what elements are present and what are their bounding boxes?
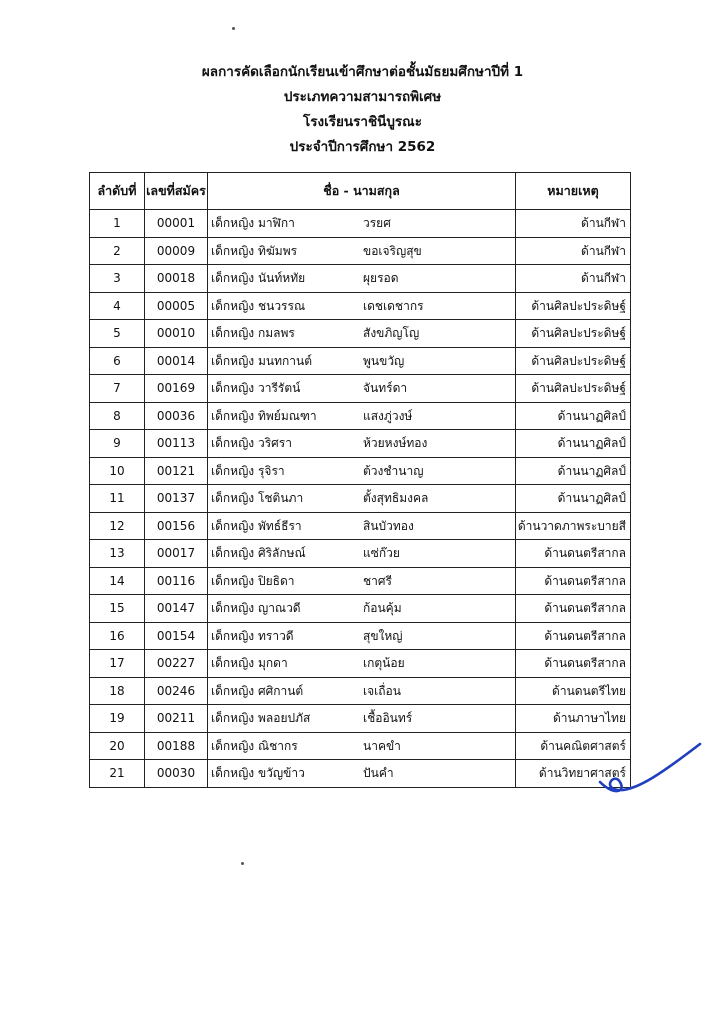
row-name-cell: [208, 320, 516, 348]
row-order: 7: [90, 375, 145, 403]
table-row: [90, 540, 631, 568]
row-application-no: 00156: [145, 512, 208, 540]
row-name-cell: [208, 375, 516, 403]
table-row: [90, 732, 631, 760]
row-application-no: 00154: [145, 622, 208, 650]
row-application-no: 00005: [145, 292, 208, 320]
student-surname: จันทร์ดา: [363, 381, 408, 395]
student-name: เด็กหญิง มนทกานต์: [211, 353, 312, 368]
student-surname: แซ่ก๊วย: [363, 546, 400, 560]
table-row: [90, 485, 631, 513]
student-name: เด็กหญิง ศิริลักษณ์: [211, 546, 306, 561]
document-category: ประเภทความสามารถพิเศษ: [283, 89, 442, 105]
row-note: ด้านวิทยาศาสตร์: [516, 760, 631, 788]
row-application-no: 00116: [145, 567, 208, 595]
table-header-row: [90, 173, 631, 210]
student-name: เด็กหญิง ปิยธิดา: [211, 573, 295, 588]
student-name: เด็กหญิง ทราวดี: [211, 628, 294, 643]
row-order: 14: [90, 567, 145, 595]
scan-speck: [241, 862, 244, 865]
header-application-no: เลขที่สมัคร: [145, 173, 208, 210]
student-surname: สังขภิญโญ: [363, 326, 420, 340]
row-order: 13: [90, 540, 145, 568]
row-name-cell: [208, 347, 516, 375]
student-name: เด็กหญิง วริศรา: [211, 436, 292, 451]
row-note: ด้านนาฏศิลป์: [516, 402, 631, 430]
student-name: เด็กหญิง ขวัญข้าว: [211, 766, 305, 781]
student-surname: แสงภู่วงษ์: [363, 408, 413, 423]
scan-speck: [232, 27, 235, 30]
row-order: 15: [90, 595, 145, 623]
row-order: 17: [90, 650, 145, 678]
student-surname: ชาศรี: [363, 573, 392, 588]
row-order: 18: [90, 677, 145, 705]
row-name-cell: [208, 402, 516, 430]
student-name: เด็กหญิง มาฬิกา: [211, 216, 295, 231]
document-header: [0, 60, 725, 160]
row-name-cell: [208, 457, 516, 485]
row-application-no: 00227: [145, 650, 208, 678]
academic-year: ประจำปีการศึกษา 2562: [289, 139, 436, 155]
row-order: 9: [90, 430, 145, 458]
student-surname: เกตุน้อย: [363, 656, 405, 670]
row-application-no: 00246: [145, 677, 208, 705]
document-title: ผลการคัดเลือกนักเรียนเข้าศึกษาต่อชั้นมัธยมศึกษาปีที่ 1: [201, 64, 524, 80]
student-name: เด็กหญิง รุจิรา: [211, 463, 285, 478]
student-name: เด็กหญิง นันท์หทัย: [211, 271, 306, 286]
row-order: 21: [90, 760, 145, 788]
student-name: เด็กหญิง ญาณวดี: [211, 601, 301, 616]
student-name: เด็กหญิง พัทธ์ธีรา: [211, 518, 302, 533]
row-note: ด้านคณิตศาสตร์: [516, 732, 631, 760]
student-surname: สุขใหญ่: [363, 628, 403, 643]
row-name-cell: [208, 237, 516, 265]
row-order: 4: [90, 292, 145, 320]
table-row: [90, 457, 631, 485]
row-name-cell: [208, 677, 516, 705]
row-order: 19: [90, 705, 145, 733]
row-order: 5: [90, 320, 145, 348]
row-order: 8: [90, 402, 145, 430]
student-name: เด็กหญิง พลอยปภัส: [211, 711, 311, 726]
row-application-no: 00036: [145, 402, 208, 430]
student-surname: ต้วงชำนาญ: [363, 463, 424, 478]
row-application-no: 00009: [145, 237, 208, 265]
row-note: ด้านศิลปะประดิษฐ์: [516, 375, 631, 403]
row-order: 11: [90, 485, 145, 513]
row-application-no: 00211: [145, 705, 208, 733]
student-surname: พูนขวัญ: [363, 353, 405, 368]
row-name-cell: [208, 485, 516, 513]
student-name: เด็กหญิง มุกดา: [211, 656, 288, 671]
table-row: [90, 237, 631, 265]
row-note: ด้านภาษาไทย: [516, 705, 631, 733]
row-name-cell: [208, 622, 516, 650]
table-row: [90, 292, 631, 320]
row-application-no: 00001: [145, 210, 208, 238]
student-name: เด็กหญิง กมลพร: [211, 326, 295, 341]
row-order: 16: [90, 622, 145, 650]
student-name: เด็กหญิง ศศิกานต์: [211, 683, 304, 698]
row-name-cell: [208, 650, 516, 678]
student-name: เด็กหญิง ณิชากร: [211, 738, 298, 753]
row-name-cell: [208, 210, 516, 238]
table-row: [90, 320, 631, 348]
table-row: [90, 705, 631, 733]
row-note: ด้านดนตรีสากล: [516, 595, 631, 623]
row-application-no: 00113: [145, 430, 208, 458]
row-order: 1: [90, 210, 145, 238]
student-surname: เชื้ออินทร์: [363, 711, 413, 725]
row-application-no: 00121: [145, 457, 208, 485]
student-surname: สินบัวทอง: [363, 518, 414, 533]
student-name: เด็กหญิง ชนวรรณ: [211, 298, 306, 313]
row-note: ด้านกีฬา: [516, 237, 631, 265]
row-name-cell: [208, 705, 516, 733]
table-row: [90, 375, 631, 403]
table-row: [90, 430, 631, 458]
row-order: 10: [90, 457, 145, 485]
table-row: [90, 347, 631, 375]
row-note: ด้านกีฬา: [516, 210, 631, 238]
row-application-no: 00010: [145, 320, 208, 348]
row-name-cell: [208, 292, 516, 320]
row-note: ด้านดนตรีสากล: [516, 540, 631, 568]
row-name-cell: [208, 265, 516, 293]
row-name-cell: [208, 760, 516, 788]
school-name: โรงเรียนราชินีบูรณะ: [303, 114, 422, 130]
table-row: [90, 677, 631, 705]
student-name: เด็กหญิง ทิพย์มณฑา: [211, 408, 317, 423]
row-order: 20: [90, 732, 145, 760]
row-name-cell: [208, 595, 516, 623]
row-application-no: 00017: [145, 540, 208, 568]
row-note: ด้านดนตรีสากล: [516, 650, 631, 678]
student-surname: วรยศ: [363, 216, 391, 230]
row-note: ด้านดนตรีสากล: [516, 567, 631, 595]
table-row: [90, 595, 631, 623]
table-row: [90, 402, 631, 430]
student-surname: ก้อนคุ้ม: [363, 601, 402, 615]
row-application-no: 00030: [145, 760, 208, 788]
row-application-no: 00018: [145, 265, 208, 293]
row-note: ด้านนาฏศิลป์: [516, 457, 631, 485]
row-application-no: 00188: [145, 732, 208, 760]
row-note: ด้านนาฏศิลป์: [516, 485, 631, 513]
row-application-no: 00137: [145, 485, 208, 513]
row-name-cell: [208, 732, 516, 760]
row-note: ด้านดนตรีไทย: [516, 677, 631, 705]
row-application-no: 00014: [145, 347, 208, 375]
row-note: ด้านนาฏศิลป์: [516, 430, 631, 458]
row-note: ด้านศิลปะประดิษฐ์: [516, 292, 631, 320]
student-surname: ห้วยหงษ์ทอง: [363, 436, 428, 450]
row-name-cell: [208, 430, 516, 458]
table-row: [90, 650, 631, 678]
row-order: 2: [90, 237, 145, 265]
header-note: หมายเหตุ: [516, 173, 631, 210]
row-note: ด้านกีฬา: [516, 265, 631, 293]
signature-mark: [596, 738, 706, 800]
table-row: [90, 567, 631, 595]
student-surname: เจเถื่อน: [363, 683, 401, 698]
row-name-cell: [208, 567, 516, 595]
row-name-cell: [208, 540, 516, 568]
table-row: [90, 265, 631, 293]
student-surname: ตั้งสุทธิมงคล: [363, 491, 429, 505]
table-row: [90, 210, 631, 238]
student-name: เด็กหญิง โชตินภา: [211, 491, 304, 506]
table-row: [90, 622, 631, 650]
header-order: ลำดับที่: [90, 173, 145, 210]
student-surname: นาคขำ: [363, 738, 401, 753]
row-name-cell: [208, 512, 516, 540]
row-order: 12: [90, 512, 145, 540]
row-order: 6: [90, 347, 145, 375]
row-note: ด้านวาดภาพระบายสี: [516, 512, 631, 540]
student-name: เด็กหญิง ทิฆัมพร: [211, 243, 298, 258]
student-surname: ขอเจริญสุข: [363, 243, 422, 258]
row-application-no: 00147: [145, 595, 208, 623]
row-note: ด้านดนตรีสากล: [516, 622, 631, 650]
row-note: ด้านศิลปะประดิษฐ์: [516, 347, 631, 375]
row-note: ด้านศิลปะประดิษฐ์: [516, 320, 631, 348]
header-name: ชื่อ - นามสกุล: [208, 173, 516, 210]
student-surname: ผุยรอด: [363, 271, 399, 285]
student-surname: เดชเดชากร: [363, 298, 424, 313]
student-name: เด็กหญิง วารีรัตน์: [211, 381, 301, 396]
row-order: 3: [90, 265, 145, 293]
results-table: [89, 172, 631, 788]
table-row: [90, 760, 631, 788]
row-application-no: 00169: [145, 375, 208, 403]
table-row: [90, 512, 631, 540]
student-surname: ปันคำ: [363, 766, 394, 780]
